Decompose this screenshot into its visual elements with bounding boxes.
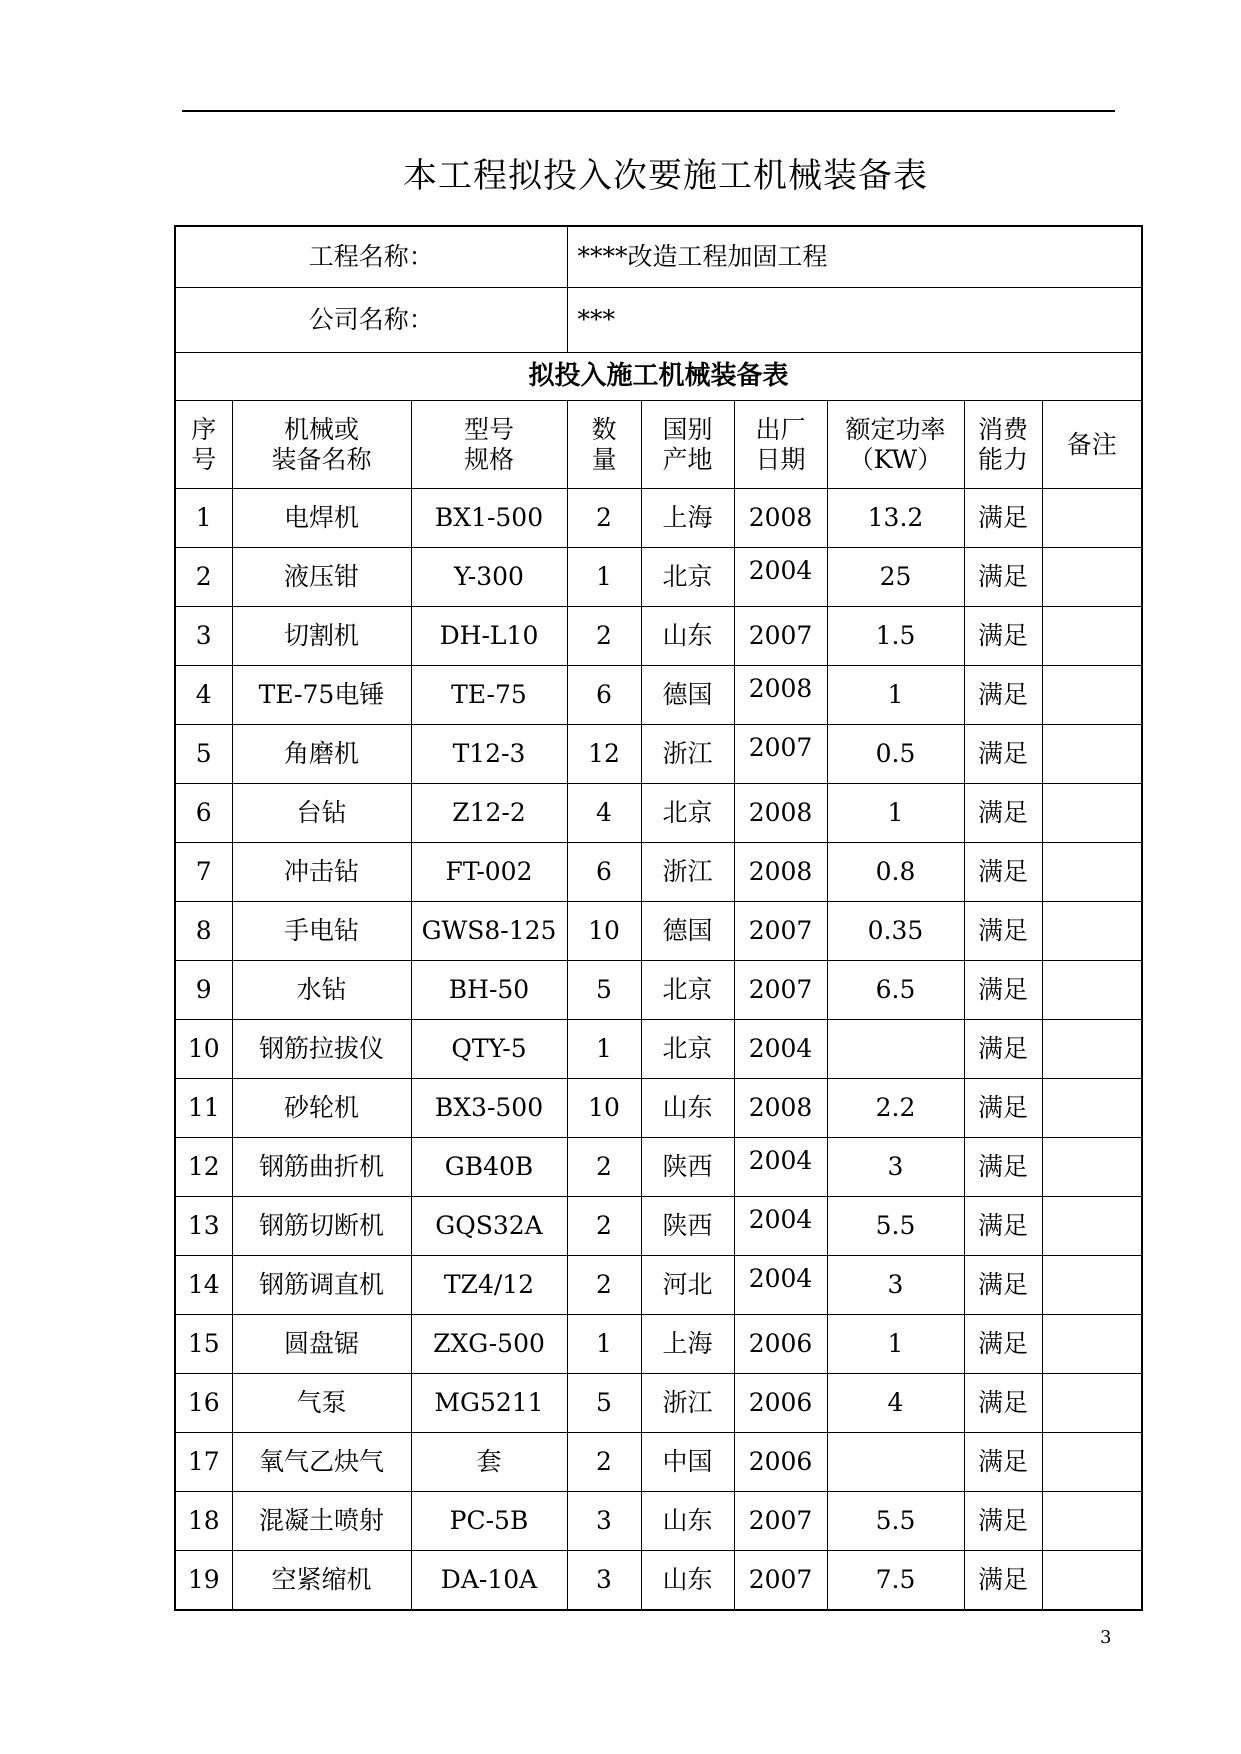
- cell-qty: 2: [567, 1433, 641, 1492]
- cell-power: 1.5: [827, 607, 964, 666]
- project-name-row: [175, 226, 1142, 288]
- cell-remark: [1042, 961, 1142, 1020]
- header-date: 出厂 日期: [734, 401, 827, 489]
- cell-remark: [1042, 666, 1142, 725]
- cell-qty: 1: [567, 1020, 641, 1079]
- table-row: [175, 489, 1142, 548]
- cell-date-text: 2007: [748, 733, 813, 763]
- cell-capacity: 满足: [964, 607, 1042, 666]
- table-row: [175, 1079, 1142, 1138]
- cell-name: 水钻: [232, 961, 411, 1020]
- cell-name: 气泵: [232, 1374, 411, 1433]
- cell-seq: 2: [175, 548, 232, 607]
- section-title-row: [175, 353, 1142, 401]
- cell-origin: 山东: [641, 1492, 734, 1551]
- cell-capacity: 满足: [964, 1433, 1042, 1492]
- header-name: 机械或 装备名称: [232, 401, 411, 489]
- cell-date: [734, 725, 827, 784]
- cell-model: ZXG-500: [411, 1315, 567, 1374]
- cell-capacity: 满足: [964, 1197, 1042, 1256]
- cell-seq: 5: [175, 725, 232, 784]
- cell-remark: [1042, 784, 1142, 843]
- cell-origin: 浙江: [641, 843, 734, 902]
- table-row: [175, 961, 1142, 1020]
- cell-remark: [1042, 1551, 1142, 1611]
- table-row: [175, 1492, 1142, 1551]
- cell-model: MG5211: [411, 1374, 567, 1433]
- cell-qty: 4: [567, 784, 641, 843]
- project-name-label: 工程名称：: [175, 226, 567, 288]
- cell-seq: 11: [175, 1079, 232, 1138]
- cell-qty: 5: [567, 961, 641, 1020]
- cell-name: 钢筋拉拔仪: [232, 1020, 411, 1079]
- cell-power: 0.8: [827, 843, 964, 902]
- cell-name: 钢筋切断机: [232, 1197, 411, 1256]
- cell-seq: 15: [175, 1315, 232, 1374]
- cell-model: DH-L10: [411, 607, 567, 666]
- cell-power: 5.5: [827, 1197, 964, 1256]
- cell-date: [734, 1197, 827, 1256]
- cell-capacity: 满足: [964, 784, 1042, 843]
- cell-qty: 1: [567, 548, 641, 607]
- cell-date: [734, 1138, 827, 1197]
- page-number: 3: [1100, 1627, 1112, 1648]
- cell-remark: [1042, 1197, 1142, 1256]
- cell-remark: [1042, 1315, 1142, 1374]
- cell-model: BX3-500: [411, 1079, 567, 1138]
- cell-model: Y-300: [411, 548, 567, 607]
- cell-remark: [1042, 607, 1142, 666]
- cell-model: GWS8-125: [411, 902, 567, 961]
- company-name-row: [175, 288, 1142, 353]
- cell-qty: 10: [567, 902, 641, 961]
- table-row: [175, 843, 1142, 902]
- cell-date: 2007: [734, 961, 827, 1020]
- cell-origin: 浙江: [641, 725, 734, 784]
- header-model: 型号 规格: [411, 401, 567, 489]
- company-name-value: ***: [567, 288, 1142, 353]
- table-row: [175, 666, 1142, 725]
- cell-qty: 2: [567, 1138, 641, 1197]
- cell-origin: 北京: [641, 548, 734, 607]
- cell-date: [734, 548, 827, 607]
- cell-power: 7.5: [827, 1551, 964, 1611]
- cell-name: TE-75电锤: [232, 666, 411, 725]
- cell-remark: [1042, 725, 1142, 784]
- cell-date: 2006: [734, 1433, 827, 1492]
- header-seq: 序 号: [175, 401, 232, 489]
- cell-power: 2.2: [827, 1079, 964, 1138]
- cell-date-text: 2004: [748, 1146, 813, 1176]
- table-row: [175, 1433, 1142, 1492]
- cell-date-text: 2004: [748, 556, 813, 586]
- table-row: [175, 607, 1142, 666]
- cell-remark: [1042, 1020, 1142, 1079]
- cell-qty: 6: [567, 843, 641, 902]
- cell-name: 圆盘锯: [232, 1315, 411, 1374]
- table-row: [175, 1020, 1142, 1079]
- header-power: 额定功率 （KW）: [827, 401, 964, 489]
- cell-name: 切割机: [232, 607, 411, 666]
- cell-seq: 1: [175, 489, 232, 548]
- cell-remark: [1042, 1138, 1142, 1197]
- cell-date: 2007: [734, 1551, 827, 1611]
- cell-remark: [1042, 902, 1142, 961]
- table-row: [175, 548, 1142, 607]
- cell-seq: 12: [175, 1138, 232, 1197]
- cell-seq: 3: [175, 607, 232, 666]
- header-origin: 国别 产地: [641, 401, 734, 489]
- cell-date: 2008: [734, 784, 827, 843]
- cell-qty: 2: [567, 1256, 641, 1315]
- cell-capacity: 满足: [964, 843, 1042, 902]
- cell-power: 1: [827, 666, 964, 725]
- cell-date: 2006: [734, 1374, 827, 1433]
- cell-remark: [1042, 1374, 1142, 1433]
- cell-seq: 16: [175, 1374, 232, 1433]
- cell-name: 手电钻: [232, 902, 411, 961]
- cell-remark: [1042, 1492, 1142, 1551]
- cell-model: DA-10A: [411, 1551, 567, 1611]
- table-row: [175, 1374, 1142, 1433]
- cell-power: 3: [827, 1256, 964, 1315]
- cell-seq: 13: [175, 1197, 232, 1256]
- cell-date: 2004: [734, 1020, 827, 1079]
- cell-power: 25: [827, 548, 964, 607]
- cell-qty: 2: [567, 607, 641, 666]
- cell-model: Z12-2: [411, 784, 567, 843]
- cell-capacity: 满足: [964, 1020, 1042, 1079]
- cell-name: 台钻: [232, 784, 411, 843]
- cell-seq: 14: [175, 1256, 232, 1315]
- table-row: [175, 1315, 1142, 1374]
- cell-capacity: 满足: [964, 1551, 1042, 1611]
- cell-capacity: 满足: [964, 489, 1042, 548]
- cell-qty: 2: [567, 1197, 641, 1256]
- cell-qty: 3: [567, 1492, 641, 1551]
- table-row: [175, 1551, 1142, 1611]
- cell-origin: 陕西: [641, 1197, 734, 1256]
- cell-model: PC-5B: [411, 1492, 567, 1551]
- cell-seq: 8: [175, 902, 232, 961]
- cell-capacity: 满足: [964, 548, 1042, 607]
- cell-name: 空紧缩机: [232, 1551, 411, 1611]
- cell-origin: 德国: [641, 902, 734, 961]
- cell-seq: 17: [175, 1433, 232, 1492]
- cell-date: 2008: [734, 1079, 827, 1138]
- cell-power: 3: [827, 1138, 964, 1197]
- cell-capacity: 满足: [964, 902, 1042, 961]
- cell-remark: [1042, 1433, 1142, 1492]
- cell-name: 钢筋曲折机: [232, 1138, 411, 1197]
- cell-name: 冲击钻: [232, 843, 411, 902]
- header-rule: [182, 110, 1115, 112]
- cell-date: [734, 666, 827, 725]
- cell-capacity: 满足: [964, 725, 1042, 784]
- cell-power: 1: [827, 1315, 964, 1374]
- cell-model: FT-002: [411, 843, 567, 902]
- cell-origin: 德国: [641, 666, 734, 725]
- cell-date: 2008: [734, 489, 827, 548]
- cell-capacity: 满足: [964, 1256, 1042, 1315]
- cell-date-text: 2004: [748, 1264, 813, 1294]
- cell-origin: 北京: [641, 784, 734, 843]
- cell-name: 混凝土喷射: [232, 1492, 411, 1551]
- cell-date: 2007: [734, 902, 827, 961]
- cell-power: 0.5: [827, 725, 964, 784]
- cell-name: 砂轮机: [232, 1079, 411, 1138]
- cell-origin: 山东: [641, 1551, 734, 1611]
- cell-model: TZ4/12: [411, 1256, 567, 1315]
- cell-seq: 19: [175, 1551, 232, 1611]
- cell-model: BH-50: [411, 961, 567, 1020]
- cell-model: 套: [411, 1433, 567, 1492]
- cell-capacity: 满足: [964, 1079, 1042, 1138]
- project-name-value: ****改造工程加固工程: [567, 226, 1142, 288]
- cell-seq: 18: [175, 1492, 232, 1551]
- column-header-row: [175, 401, 1142, 489]
- cell-capacity: 满足: [964, 1138, 1042, 1197]
- cell-qty: 6: [567, 666, 641, 725]
- cell-remark: [1042, 843, 1142, 902]
- header-capacity: 消费 能力: [964, 401, 1042, 489]
- cell-date-text: 2008: [748, 674, 813, 704]
- cell-remark: [1042, 1079, 1142, 1138]
- table-row: [175, 1256, 1142, 1315]
- cell-origin: 山东: [641, 1079, 734, 1138]
- cell-capacity: 满足: [964, 1492, 1042, 1551]
- cell-name: 电焊机: [232, 489, 411, 548]
- cell-seq: 10: [175, 1020, 232, 1079]
- cell-origin: 中国: [641, 1433, 734, 1492]
- cell-name: 角磨机: [232, 725, 411, 784]
- cell-remark: [1042, 489, 1142, 548]
- table-row: [175, 725, 1142, 784]
- cell-seq: 6: [175, 784, 232, 843]
- cell-name: 氧气乙炔气: [232, 1433, 411, 1492]
- cell-origin: 浙江: [641, 1374, 734, 1433]
- cell-name: 液压钳: [232, 548, 411, 607]
- cell-origin: 上海: [641, 1315, 734, 1374]
- cell-seq: 9: [175, 961, 232, 1020]
- cell-remark: [1042, 1256, 1142, 1315]
- section-title: 拟投入施工机械装备表: [175, 353, 1142, 401]
- company-name-label: 公司名称：: [175, 288, 567, 353]
- cell-seq: 4: [175, 666, 232, 725]
- cell-capacity: 满足: [964, 666, 1042, 725]
- cell-date: 2007: [734, 607, 827, 666]
- table-row: [175, 784, 1142, 843]
- cell-remark: [1042, 548, 1142, 607]
- cell-model: TE-75: [411, 666, 567, 725]
- cell-qty: 10: [567, 1079, 641, 1138]
- cell-power: 13.2: [827, 489, 964, 548]
- cell-power: 4: [827, 1374, 964, 1433]
- cell-date: [734, 1256, 827, 1315]
- cell-power: 6.5: [827, 961, 964, 1020]
- cell-qty: 2: [567, 489, 641, 548]
- cell-origin: 北京: [641, 1020, 734, 1079]
- cell-origin: 陕西: [641, 1138, 734, 1197]
- document-title: 本工程拟投入次要施工机械装备表: [403, 156, 928, 196]
- cell-name: 钢筋调直机: [232, 1256, 411, 1315]
- cell-capacity: 满足: [964, 1315, 1042, 1374]
- cell-model: T12-3: [411, 725, 567, 784]
- cell-power: 1: [827, 784, 964, 843]
- cell-date: 2006: [734, 1315, 827, 1374]
- cell-capacity: 满足: [964, 1374, 1042, 1433]
- cell-origin: 山东: [641, 607, 734, 666]
- cell-power: [827, 1020, 964, 1079]
- cell-qty: 1: [567, 1315, 641, 1374]
- cell-seq: 7: [175, 843, 232, 902]
- cell-qty: 12: [567, 725, 641, 784]
- cell-date: 2007: [734, 1492, 827, 1551]
- cell-date-text: 2004: [748, 1205, 813, 1235]
- cell-origin: 上海: [641, 489, 734, 548]
- cell-date: 2008: [734, 843, 827, 902]
- cell-power: 5.5: [827, 1492, 964, 1551]
- cell-qty: 5: [567, 1374, 641, 1433]
- equipment-table: [174, 225, 1143, 1611]
- table-row: [175, 1138, 1142, 1197]
- cell-power: 0.35: [827, 902, 964, 961]
- cell-power: [827, 1433, 964, 1492]
- table-row: [175, 902, 1142, 961]
- cell-model: QTY-5: [411, 1020, 567, 1079]
- cell-origin: 河北: [641, 1256, 734, 1315]
- header-qty: 数 量: [567, 401, 641, 489]
- cell-origin: 北京: [641, 961, 734, 1020]
- cell-model: GQS32A: [411, 1197, 567, 1256]
- cell-capacity: 满足: [964, 961, 1042, 1020]
- header-remark: 备注: [1042, 401, 1142, 489]
- table-row: [175, 1197, 1142, 1256]
- cell-model: GB40B: [411, 1138, 567, 1197]
- cell-qty: 3: [567, 1551, 641, 1611]
- cell-model: BX1-500: [411, 489, 567, 548]
